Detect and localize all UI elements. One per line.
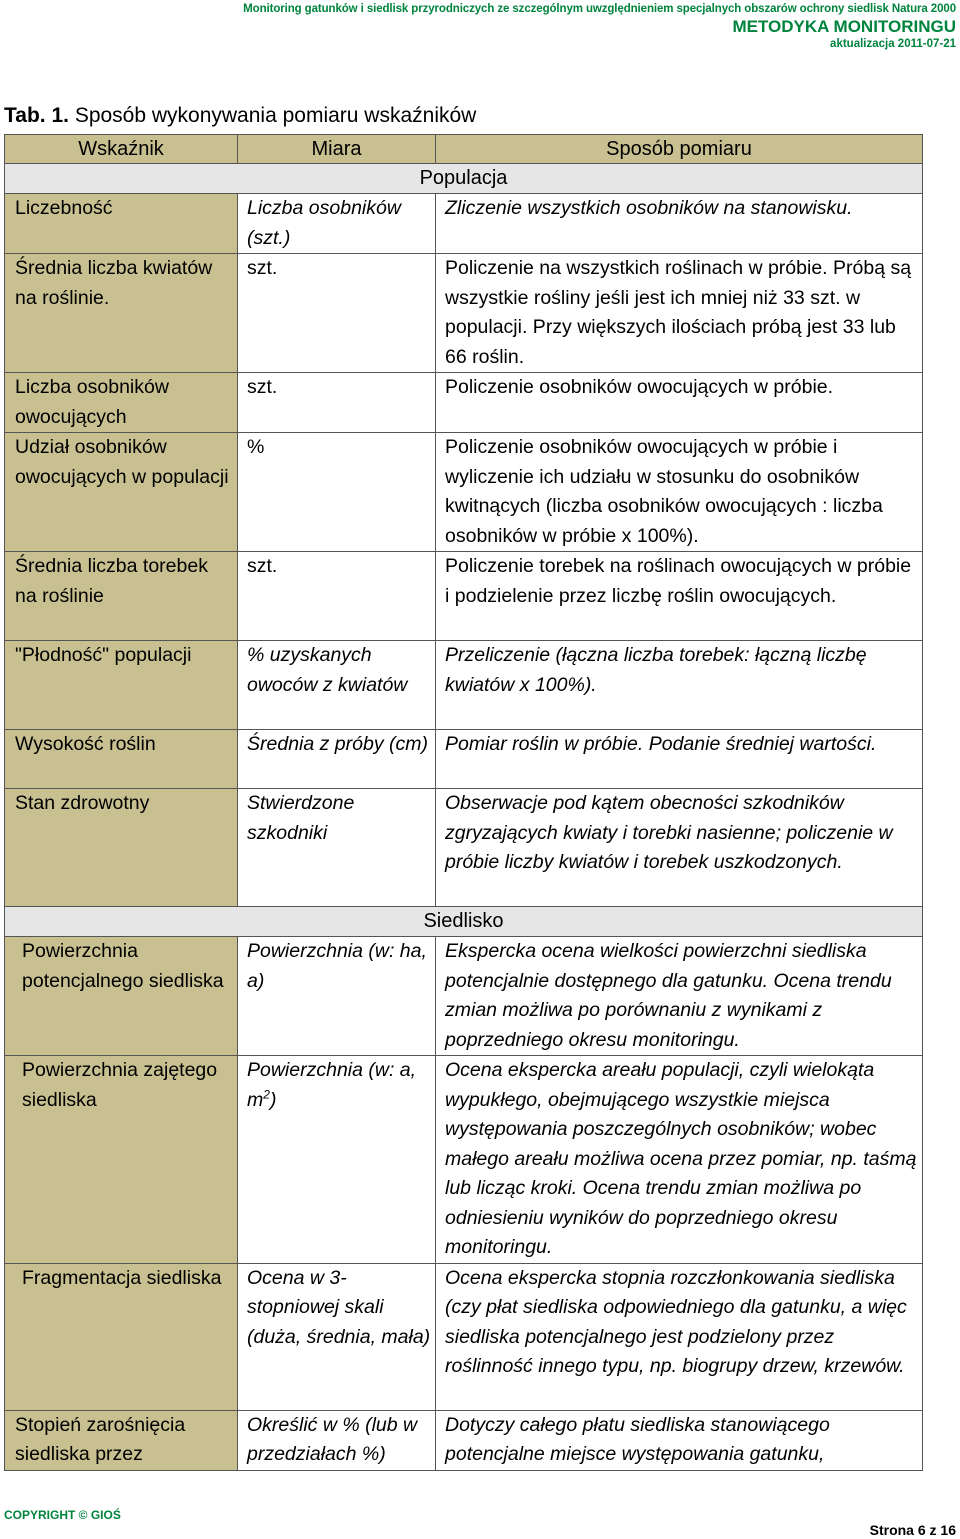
header-update-date: aktualizacja 2011-07-21 [830,38,956,50]
copyright-notice: COPYRIGHT © GIOŚ [4,1508,121,1522]
column-header-measure: Miara [238,135,436,164]
page-number: Strona 6 z 16 [869,1522,956,1538]
measure-text-suffix: ) [269,1088,277,1111]
method-cell: Policzenie osobników owocujących w próbie i wyliczenie ich udziału w stosunku do osobników kwitnących (liczba osobników owocujących : liczba osobników w próbie x 100%). [436,433,923,552]
table-number: Tab. 1. [4,104,69,127]
measure-text: Powierzchnia (w: a, m [247,1059,417,1111]
indicator-cell: Stopień zarośnięcia siedliska przez [5,1410,238,1470]
measure-cell: Stwierdzone szkodniki [238,789,436,907]
table-row [5,1056,923,1264]
measure-cell: Określić w % (lub w przedziałach %) [238,1410,436,1470]
table-row [5,730,923,789]
measure-cell: % uzyskanych owoców z kwiatów [238,641,436,730]
column-header-method: Sposób pomiaru [436,135,923,164]
indicator-cell: Powierzchnia potencjalnego siedliska [5,937,238,1056]
section-title: Populacja [5,164,923,194]
indicator-cell: Liczba osobników owocujących [5,373,238,433]
method-cell: Ekspercka ocena wielkości powierzchni siedliska potencjalnie dostępnego dla gatunku. Ocena trendu zmian możliwa po porównaniu z wynikami z poprzedniego okresu monitoringu. [436,937,923,1056]
table-row [5,552,923,641]
measure-cell: Powierzchnia (w: ha, a) [238,937,436,1056]
method-cell: Policzenie na wszystkich roślinach w próbie. Próbą są wszystkie rośliny jeśli jest ich mniej niż 33 szt. w populacji. Przy większych ilościach próbą jest 33 lub 66 roślin. [436,254,923,373]
table-row [5,789,923,907]
method-cell: Przeliczenie (łączna liczba torebek: łączną liczbę kwiatów x 100%). [436,641,923,730]
indicator-cell: Powierzchnia zajętego siedliska [5,1056,238,1264]
indicator-cell: Średnia liczba torebek na roślinie [5,552,238,641]
indicators-table [4,134,923,1471]
measure-cell: szt. [238,373,436,433]
table-row [5,641,923,730]
table-row [5,1410,923,1470]
indicator-cell: Liczebność [5,194,238,254]
section-header-siedlisko [5,907,923,937]
table-row [5,1263,923,1410]
section-header-populacja [5,164,923,194]
indicator-cell: Fragmentacja siedliska [5,1263,238,1410]
indicator-cell: Stan zdrowotny [5,789,238,907]
measure-cell: szt. [238,254,436,373]
table-row [5,433,923,552]
header-methodology: METODYKA MONITORINGU [732,17,956,36]
method-cell: Policzenie torebek na roślinach owocujących w próbie i podzielenie przez liczbę roślin owocujących. [436,552,923,641]
column-header-row [5,135,923,164]
measure-superscript: 2 [263,1087,270,1101]
method-cell: Ocena ekspercka stopnia rozczłonkowania siedliska (czy płat siedliska odpowiedniego dla gatunku, a więc siedliska potencjalnego jest podzielony przez roślinność innego typu, np. biogrupy drzew, krzewów. [436,1263,923,1410]
method-cell: Obserwacje pod kątem obecności szkodników zgryzających kwiaty i torebki nasienne; policzenie w próbie liczby kwiatów i torebek uszkodzonych. [436,789,923,907]
measure-cell: Ocena w 3-stopniowej skali (duża, średnia, mała) [238,1263,436,1410]
table-caption [4,104,476,128]
table-row [5,194,923,254]
measure-cell: Liczba osobników (szt.) [238,194,436,254]
section-title: Siedlisko [5,907,923,937]
method-cell: Policzenie osobników owocujących w próbie. [436,373,923,433]
indicator-cell: Wysokość roślin [5,730,238,789]
table-caption-text: Sposób wykonywania pomiaru wskaźników [74,104,477,127]
indicator-cell: "Płodność" populacji [5,641,238,730]
measure-cell: % [238,433,436,552]
measure-cell [238,1056,436,1264]
method-cell: Dotyczy całego płatu siedliska stanowiącego potencjalne miejsce występowania gatunku, [436,1410,923,1470]
method-cell: Zliczenie wszystkich osobników na stanowisku. [436,194,923,254]
measure-cell: Średnia z próby (cm) [238,730,436,789]
header-title: Monitoring gatunków i siedlisk przyrodniczych ze szczególnym uwzględnieniem specjalnych obszarów ochrony siedlisk Natura 2000 [243,3,956,15]
indicator-cell: Średnia liczba kwiatów na roślinie. [5,254,238,373]
indicator-cell: Udział osobników owocujących w populacji [5,433,238,552]
method-cell: Pomiar roślin w próbie. Podanie średniej wartości. [436,730,923,789]
table-row [5,254,923,373]
method-cell: Ocena ekspercka areału populacji, czyli wielokąta wypukłego, obejmującego wszystkie miejsca występowania poszczególnych osobników; wobec małego areału możliwa ocena przez pomiar, np. taśmą lub licząc kroki. Ocena trendu zmian możliwa po odniesieniu wyników do poprzedniego okresu monitoringu. [436,1056,923,1264]
table-row [5,937,923,1056]
table-row [5,373,923,433]
column-header-indicator: Wskaźnik [5,135,238,164]
measure-cell: szt. [238,552,436,641]
